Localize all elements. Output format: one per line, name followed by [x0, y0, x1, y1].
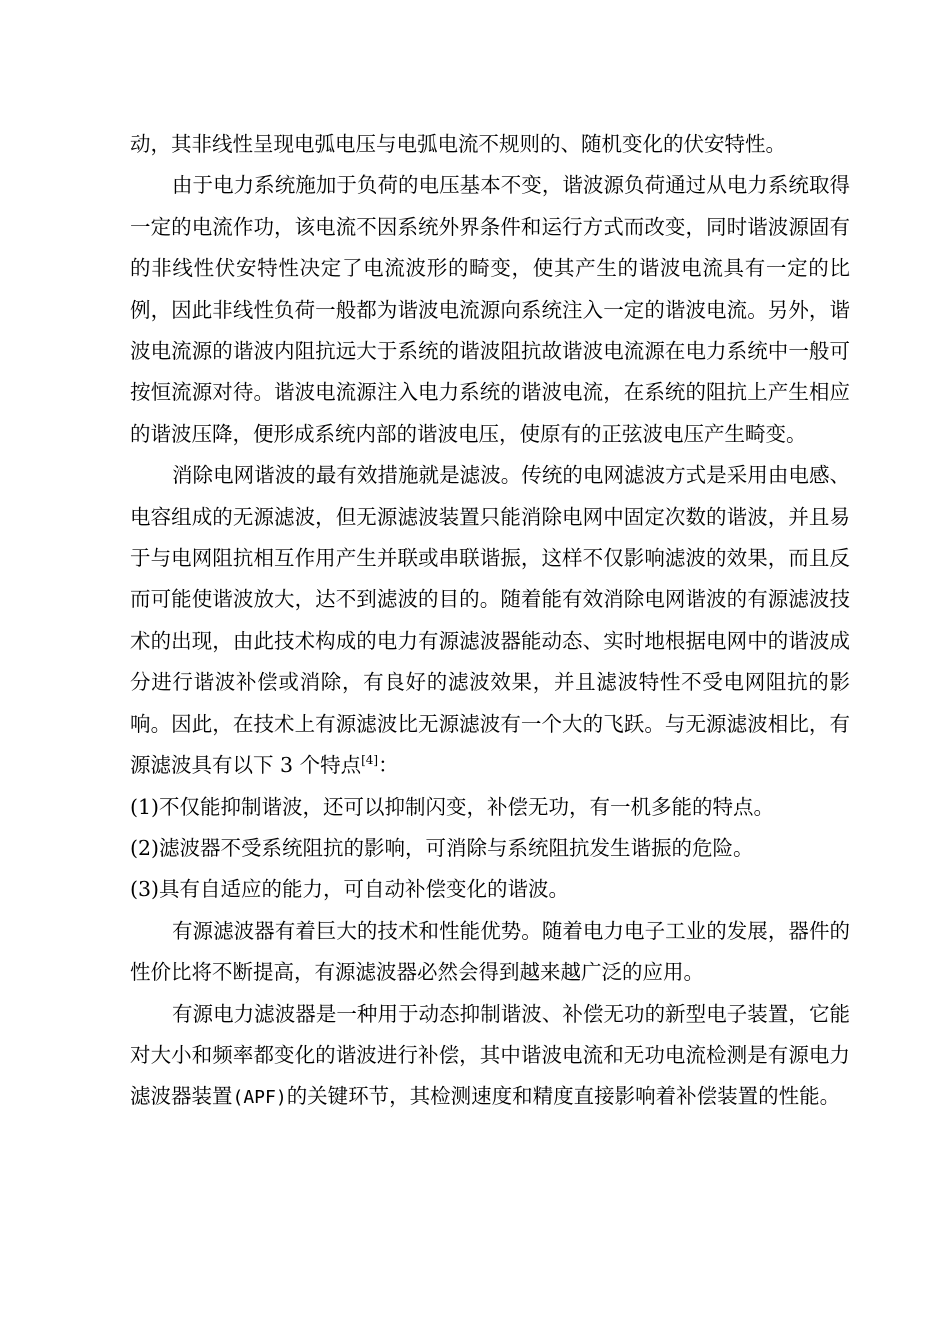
paragraph-advantages	[130, 911, 850, 994]
apf-abbreviation: (APF)	[232, 1087, 287, 1109]
paragraph-apf	[130, 994, 850, 1119]
paragraph-filtering	[130, 455, 850, 786]
list-item: (2)滤波器不受系统阻抗的影响，可消除与系统阻抗发生谐振的危险。	[130, 835, 754, 860]
body-text	[130, 124, 850, 1119]
list-item: (1)不仅能抑制谐波，还可以抑制闪变，补偿无功，有一机多能的特点。	[130, 794, 775, 819]
paragraph-text: 有源电力滤波器是一种用于动态抑制谐波、补偿无功的新型电子装置，它能对大小和频率都变化的谐波进行补偿，其中谐波电流和无功电流检测是有源电力滤波器装置	[130, 1001, 850, 1109]
paragraph-text: 动，其非线性呈现电弧电压与电弧电流不规则的、随机变化的伏安特性。	[130, 132, 786, 156]
paragraph-text: 由于电力系统施加于负荷的电压基本不变，谐波源负荷通过从电力系统取得一定的电流作功，该电流不因系统外界条件和运行方式而改变，同时谐波源固有的非线性伏安特性决定了电流波形的畸变，使其产生的谐波电流具有一定的比例，因此非线性负荷一般都为谐波电流源向系统注入一定的谐波电流。另外，谐波电流源的谐波内阻抗远大于系统的谐波阻抗故谐波电流源在电力系统中一般可按恒流源对待。谐波电流源注入电力系统的谐波电流，在系统的阻抗上产生相应的谐波压降，便形成系统内部的谐波电压，使原有的正弦波电压产生畸变。	[130, 173, 850, 446]
list-item: (3)具有自适应的能力，可自动补偿变化的谐波。	[130, 877, 570, 902]
citation-ref: [4]	[361, 753, 379, 768]
paragraph-text: 有源滤波器有着巨大的技术和性能优势。随着电力电子工业的发展，器件的性价比将不断提高，有源滤波器必然会得到越来越广泛的应用。	[130, 918, 850, 985]
paragraph-continuation	[130, 124, 850, 165]
paragraph-harmonic-source	[130, 165, 850, 455]
paragraph-text-end: ：	[378, 753, 399, 778]
paragraph-text: 消除电网谐波的最有效措施就是滤波。传统的电网滤波方式是采用由电感、电容组成的无源滤波，但无源滤波装置只能消除电网中固定次数的谐波，并且易于与电网阻抗相互作用产生并联或串联谐振，这样不仅影响滤波的效果，而且反而可能使谐波放大，达不到滤波的目的。随着能有效消除电网谐波的有源滤波技术的出现，由此技术构成的电力有源滤波器能动态、实时地根据电网中的谐波成分进行谐波补偿或消除，有良好的滤波效果，并且滤波特性不受电网阻抗的影响。因此，在技术上有源滤波比无源滤波有一个大的飞跃。与无源滤波相比，有源滤波具有以下 3 个特点	[130, 463, 850, 778]
paragraph-text-end: 的关键环节，其检测速度和精度直接影响着补偿装置的性能。	[286, 1084, 841, 1109]
